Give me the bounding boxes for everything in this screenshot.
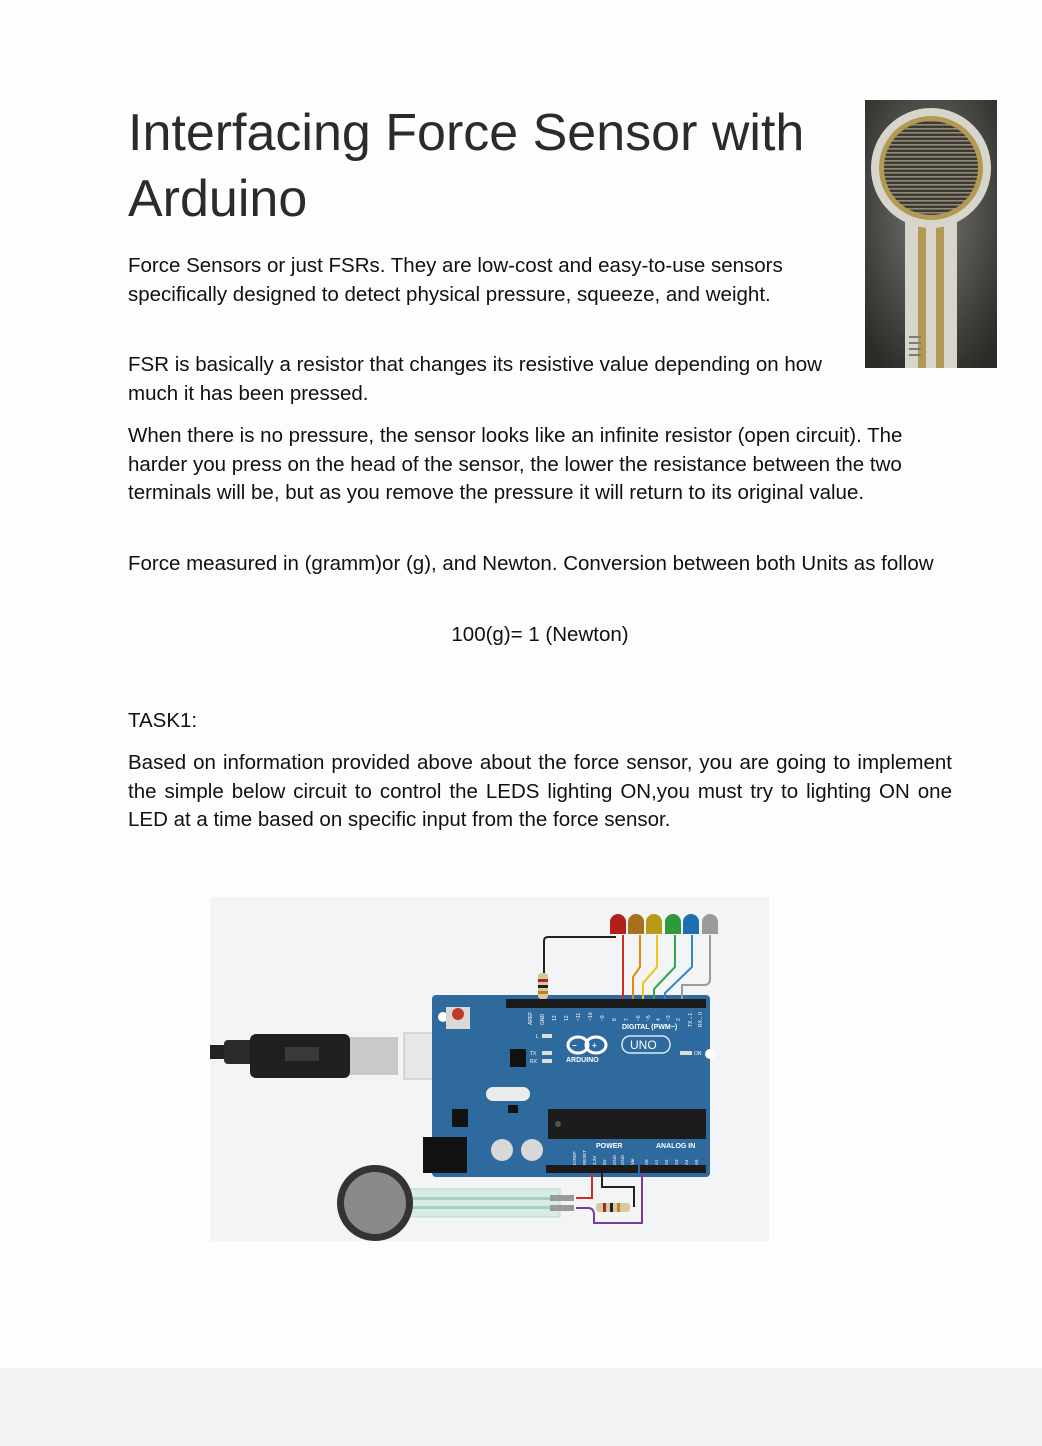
task-heading: TASK1:	[128, 709, 198, 732]
pin-label-2: 2	[676, 1018, 682, 1021]
usb-cable	[210, 1033, 448, 1079]
power-pin-ioref: IOREF	[572, 1151, 577, 1165]
paragraph-units: Force measured in (gramm)or (g), and Newton. Conversion between both Units as follow	[128, 552, 934, 575]
pin-label-7: 7	[624, 1018, 630, 1021]
on-label: ON	[694, 1051, 702, 1057]
power-pin-5v: 5V	[602, 1159, 607, 1165]
fsr-photo-graphic	[865, 100, 997, 368]
pin-label-10: ~10	[588, 1012, 594, 1021]
task-text: Based on information provided above about the force sensor, you are going to implement the simple below circuit to control the LEDS lighting ON,you must try to lighting ON one LED at a time based on specific input from the force sensor.	[128, 751, 952, 831]
pin-label-3: ~3	[666, 1015, 672, 1021]
pin-label-tx: TX→1	[688, 1012, 694, 1027]
power-pin-reset: RESET	[582, 1149, 587, 1165]
microcontroller-chip	[548, 1109, 706, 1139]
power-pin-gnd1: GND	[612, 1155, 617, 1165]
led-array	[538, 914, 718, 999]
pin-label-9: ~9	[600, 1015, 606, 1021]
analog-pin-a5: A5	[694, 1159, 699, 1165]
paragraph-intro: Force Sensors or just FSRs. They are low-cost and easy-to-use sensors specifically designed to detect physical pressure, squeeze, and weight.	[128, 254, 783, 306]
fsr-photo	[865, 100, 997, 368]
pin-label-rx: RX←0	[698, 1012, 704, 1027]
pin-label-8: 8	[612, 1018, 618, 1021]
model-label: UNO	[630, 1038, 657, 1052]
digital-label: DIGITAL (PWM~)	[622, 1024, 678, 1031]
arduino-board	[423, 995, 715, 1177]
sensor-wiring	[576, 1173, 642, 1223]
pin-label-11: ~11	[576, 1012, 582, 1021]
pin-label-13: 13	[552, 1015, 558, 1021]
power-pin-3v3: 3.3V	[592, 1155, 597, 1165]
brand-label: ARDUINO	[566, 1057, 599, 1064]
pin-label-gnd: GND	[540, 1013, 546, 1025]
power-label: POWER	[596, 1143, 623, 1150]
tx-label: TX	[530, 1051, 537, 1057]
circuit-diagram	[210, 897, 769, 1241]
analog-pin-a2: A2	[664, 1159, 669, 1165]
power-jack	[423, 1137, 467, 1173]
analog-header	[640, 1165, 706, 1173]
power-pin-vin: Vin	[630, 1158, 635, 1165]
circuit-graphic	[210, 897, 769, 1241]
power-header	[546, 1165, 638, 1173]
paragraph-pressure: When there is no pressure, the sensor looks like an infinite resistor (open circuit). The harder you press on the head of the sensor, the lower the resistance between the two terminals will be, but as you remove the pressure it will return to its original value.	[128, 424, 903, 504]
analog-pin-a1: A1	[654, 1159, 659, 1165]
pin-label-12: 12	[564, 1015, 570, 1021]
analog-label: ANALOG IN	[656, 1143, 696, 1150]
conversion-formula: 100(g)= 1 (Newton)	[451, 623, 629, 646]
power-pin-gnd2: GND	[620, 1155, 625, 1165]
l-led-label: L	[536, 1034, 539, 1040]
analog-pin-a3: A3	[674, 1159, 679, 1165]
digital-header	[506, 999, 706, 1008]
svg-text:+: +	[592, 1041, 597, 1050]
pin-label-4: 4	[656, 1018, 662, 1021]
pin-label-5: ~5	[646, 1015, 652, 1021]
pin-label-6: ~6	[636, 1015, 642, 1021]
analog-pin-a0: A0	[644, 1159, 649, 1165]
rx-label: RX	[530, 1059, 537, 1065]
analog-pin-a4: A4	[684, 1159, 689, 1165]
svg-text:−: −	[572, 1041, 577, 1050]
page-title: Interfacing Force Sensor with Arduino	[128, 104, 805, 228]
paragraph-resistor: FSR is basically a resistor that changes its resistive value depending on how much it has been pressed.	[128, 353, 822, 405]
pin-label-aref: AREF	[528, 1011, 534, 1025]
